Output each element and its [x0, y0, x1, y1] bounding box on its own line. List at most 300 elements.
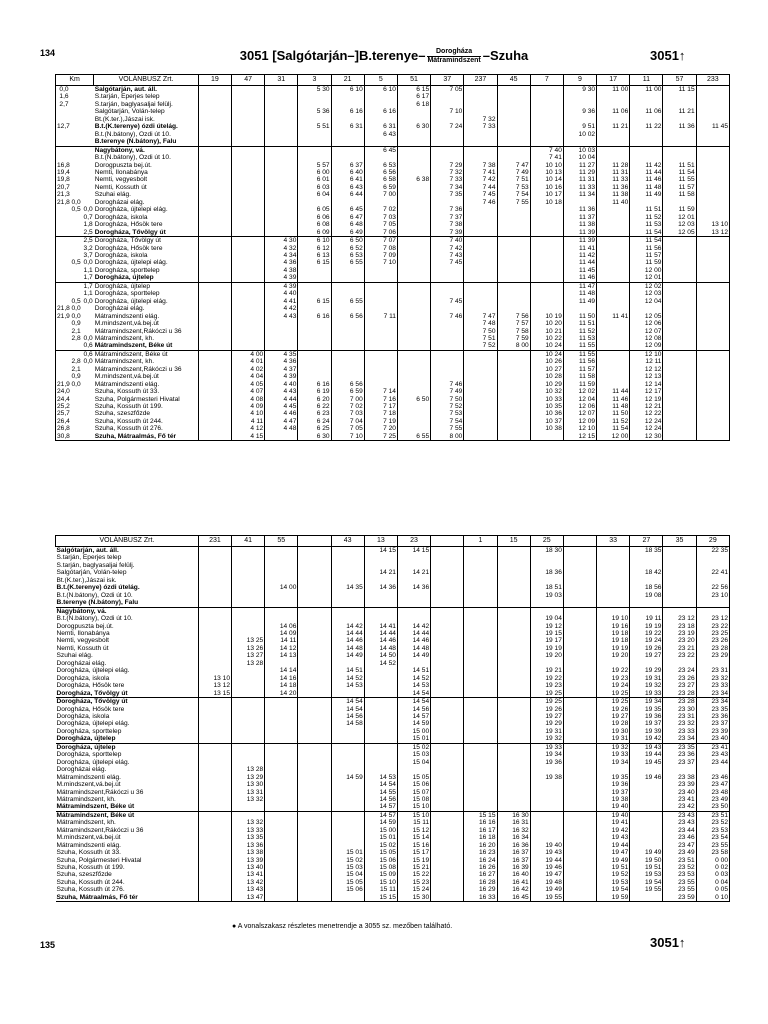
departure-time: 13 25: [232, 637, 265, 644]
departure-time: 7 46: [431, 313, 464, 320]
departure-time: [497, 138, 530, 146]
departure-time: [696, 403, 729, 410]
departure-time: 4 40: [265, 290, 298, 297]
departure-time: [364, 350, 397, 358]
departure-time: [198, 584, 231, 591]
departure-time: [232, 184, 265, 191]
departure-time: 19 44: [597, 842, 630, 849]
departure-time: 23 20: [663, 637, 696, 644]
departure-time: 19 24: [597, 682, 630, 689]
departure-time: 7 50: [464, 328, 497, 335]
departure-time: 19 18: [597, 630, 630, 637]
departure-time: 16 16: [464, 819, 497, 826]
departure-time: [232, 706, 265, 713]
departure-time: 19 47: [597, 849, 630, 856]
table-row: [56, 864, 730, 871]
departure-time: [464, 410, 497, 417]
departure-time: [431, 774, 464, 781]
departure-time: 16 23: [464, 849, 497, 856]
table-code-top: 3051↑: [650, 48, 686, 63]
table-row: [56, 706, 730, 713]
departure-time: 16 26: [464, 864, 497, 871]
departure-time: [431, 623, 464, 630]
departure-time: [397, 320, 430, 327]
departure-time: [298, 599, 331, 607]
km-value: [70, 282, 82, 290]
departure-time: 12 21: [630, 403, 663, 410]
departure-time: 12 09: [630, 342, 663, 350]
train-number: 233: [696, 75, 729, 86]
departure-time: [431, 789, 464, 796]
departure-time: [696, 599, 729, 607]
departure-time: 19 51: [597, 864, 630, 871]
departure-time: [331, 328, 364, 335]
departure-time: [497, 690, 530, 698]
departure-time: [397, 116, 430, 123]
departure-time: [198, 403, 231, 410]
departure-time: [265, 857, 298, 864]
table-row: [56, 229, 730, 237]
departure-time: [663, 335, 696, 342]
departure-time: [265, 86, 298, 94]
departure-time: 6 56: [364, 169, 397, 176]
km-value: 2,1: [71, 327, 81, 335]
departure-time: [464, 667, 497, 674]
departure-time: [497, 713, 530, 720]
departure-time: 23 46: [696, 774, 729, 781]
departure-time: 19 43: [630, 743, 663, 751]
departure-time: [198, 86, 231, 94]
departure-time: [630, 577, 663, 584]
departure-time: [364, 690, 397, 698]
departure-time: [232, 245, 265, 252]
departure-time: [464, 569, 497, 576]
departure-time: 14 54: [397, 690, 430, 698]
departure-time: [563, 116, 596, 123]
departure-time: [663, 396, 696, 403]
departure-time: 6 05: [298, 206, 331, 213]
departure-time: 6 58: [364, 176, 397, 183]
departure-time: 14 44: [331, 630, 364, 637]
km-value: [82, 131, 94, 138]
departure-time: [265, 335, 298, 342]
departure-time: [497, 547, 530, 555]
departure-time: 11 48: [597, 403, 630, 410]
departure-time: [198, 335, 231, 342]
departure-time: [198, 607, 231, 615]
departure-time: 7 10: [431, 108, 464, 115]
departure-time: 7 02: [364, 206, 397, 213]
departure-time: [198, 554, 231, 561]
departure-time: [431, 720, 464, 727]
departure-time: [265, 123, 298, 130]
departure-time: [232, 162, 265, 169]
departure-time: [497, 146, 530, 154]
stop-name: Nemti, Kossuth út: [56, 645, 199, 652]
departure-time: [630, 781, 663, 788]
km-value: 1,1: [83, 290, 93, 298]
departure-time: [497, 282, 530, 290]
train-number: 47: [232, 75, 265, 86]
departure-time: 12 04: [630, 298, 663, 305]
departure-time: [431, 827, 464, 834]
departure-time: [563, 630, 596, 637]
departure-time: [198, 735, 231, 743]
departure-time: [431, 138, 464, 146]
departure-time: [663, 425, 696, 432]
departure-time: 7 32: [431, 169, 464, 176]
departure-time: 13 12: [198, 682, 231, 689]
departure-time: [298, 743, 331, 751]
departure-time: [198, 713, 231, 720]
departure-time: 19 50: [630, 857, 663, 864]
table-row: [56, 86, 730, 94]
page-number-top: 134: [40, 48, 56, 58]
departure-time: [397, 592, 430, 599]
departure-time: 4 38: [265, 267, 298, 274]
departure-time: 4 10: [232, 410, 265, 417]
departure-time: [597, 252, 630, 259]
stop-name: B.t.(N.bátony), Ózdi út 10.: [56, 592, 199, 599]
km-value: [82, 305, 94, 312]
departure-time: [265, 849, 298, 856]
departure-time: 11 55: [563, 350, 596, 358]
stop-name: B.terenye (N.bátony), Falu: [56, 599, 199, 607]
departure-time: [563, 592, 596, 599]
departure-time: 15 02: [397, 743, 430, 751]
departure-time: 6 31: [364, 123, 397, 130]
departure-time: [696, 86, 729, 94]
departure-time: [298, 660, 331, 667]
departure-time: 15 17: [397, 849, 430, 856]
departure-time: [298, 796, 331, 803]
departure-time: [198, 743, 231, 751]
table-row: [56, 584, 730, 591]
departure-time: [364, 698, 397, 706]
departure-time: [298, 652, 331, 659]
departure-time: 19 49: [630, 849, 663, 856]
table-row: [56, 599, 730, 607]
km-value: 21,9: [57, 380, 70, 388]
departure-time: [563, 827, 596, 834]
departure-time: 13 10: [696, 221, 729, 228]
departure-time: [563, 871, 596, 878]
km-value: 24,4: [57, 395, 70, 403]
departure-time: [464, 781, 497, 788]
departure-time: [265, 101, 298, 108]
departure-time: [397, 108, 430, 115]
stop-name: S.tarján, baglyasaljai felülj.: [94, 101, 199, 108]
departure-time: [265, 320, 298, 327]
departure-time: [265, 660, 298, 667]
departure-time: [530, 554, 563, 561]
departure-time: [364, 116, 397, 123]
km-value: [70, 191, 82, 198]
km-value: 26,8: [57, 425, 70, 433]
departure-time: 19 08: [630, 592, 663, 599]
departure-time: [630, 842, 663, 849]
departure-time: 14 35: [331, 584, 364, 591]
departure-time: 7 32: [464, 116, 497, 123]
departure-time: [198, 569, 231, 576]
departure-time: [696, 320, 729, 327]
departure-time: [265, 138, 298, 146]
departure-time: [331, 93, 364, 100]
departure-time: [497, 154, 530, 161]
departure-time: 13 33: [232, 827, 265, 834]
departure-time: 23 35: [696, 706, 729, 713]
departure-time: 23 42: [663, 803, 696, 811]
departure-time: [663, 131, 696, 138]
departure-time: [198, 154, 231, 161]
departure-time: 8 00: [431, 433, 464, 441]
departure-time: 11 50: [563, 313, 596, 320]
departure-time: [298, 864, 331, 871]
departure-time: 23 36: [696, 713, 729, 720]
departure-time: [331, 320, 364, 327]
departure-time: 16 37: [497, 857, 530, 864]
departure-time: [497, 592, 530, 599]
departure-time: 11 41: [597, 313, 630, 320]
departure-time: [265, 146, 298, 154]
departure-time: [198, 894, 231, 902]
departure-time: [431, 857, 464, 864]
departure-time: [630, 154, 663, 161]
stop-name: Dorogháza, sporttelep: [94, 267, 199, 274]
km-value: 0,0: [71, 305, 81, 313]
departure-time: [563, 766, 596, 773]
departure-time: [530, 766, 563, 773]
departure-time: [597, 547, 630, 555]
departure-time: [464, 592, 497, 599]
departure-time: [530, 562, 563, 569]
departure-time: [530, 298, 563, 305]
departure-time: [364, 675, 397, 682]
departure-time: 0 10: [696, 894, 729, 902]
departure-time: [298, 320, 331, 327]
departure-time: [265, 796, 298, 803]
departure-time: [464, 577, 497, 584]
departure-time: [464, 418, 497, 425]
departure-time: [530, 781, 563, 788]
departure-time: [563, 615, 596, 622]
stop-name: Mátramindszenti elág.: [56, 774, 199, 781]
departure-time: [663, 116, 696, 123]
direction-up-icon: ↑: [678, 48, 686, 63]
departure-time: [497, 366, 530, 373]
departure-time: 6 17: [397, 93, 430, 100]
km-value: [56, 274, 70, 282]
departure-time: 7 09: [364, 252, 397, 259]
departure-time: [232, 675, 265, 682]
departure-time: 11 22: [630, 123, 663, 130]
departure-time: 15 23: [397, 879, 430, 886]
departure-time: [696, 335, 729, 342]
departure-time: 19 26: [530, 706, 563, 713]
departure-time: 7 00: [331, 396, 364, 403]
departure-time: [298, 267, 331, 274]
departure-time: [696, 366, 729, 373]
km-value: [56, 328, 70, 335]
stop-name: Dorogháza, újtelepi elág.: [56, 720, 199, 727]
train-number: 45: [497, 75, 530, 86]
departure-time: [530, 274, 563, 282]
departure-time: 23 44: [696, 759, 729, 766]
departure-time: [497, 206, 530, 213]
departure-time: [497, 123, 530, 130]
stop-name: Mátramindszent,Rákóczi u 36: [56, 789, 199, 796]
operator-header: VOLÁNBUSZ Zrt.: [94, 75, 199, 86]
departure-time: [265, 592, 298, 599]
departure-time: 14 21: [364, 569, 397, 576]
stop-name: Szuha, Kossuth út 33.: [94, 388, 199, 395]
departure-time: 19 25: [530, 698, 563, 706]
stop-name: Nemti, Ilonabánya: [56, 630, 199, 637]
departure-time: [696, 146, 729, 154]
departure-time: 14 44: [397, 630, 430, 637]
table-row: [56, 108, 730, 115]
departure-time: [198, 660, 231, 667]
departure-time: [331, 562, 364, 569]
km-value: [70, 267, 82, 274]
km-value: 2,5: [83, 228, 93, 236]
departure-time: 12 30: [630, 433, 663, 441]
departure-time: [597, 229, 630, 237]
departure-time: [364, 282, 397, 290]
km-value: 24,0: [57, 388, 70, 396]
departure-time: [663, 328, 696, 335]
departure-time: 15 00: [397, 728, 430, 735]
departure-time: [530, 789, 563, 796]
departure-time: [431, 607, 464, 615]
stop-name: M.mindszent,vá.bej.út: [94, 320, 199, 327]
departure-time: [364, 305, 397, 312]
table-row: [56, 388, 730, 395]
departure-time: [597, 660, 630, 667]
departure-time: [431, 886, 464, 893]
table-row: [56, 418, 730, 425]
departure-time: [331, 282, 364, 290]
stop-name: Szuha, Kossuth út 199.: [94, 403, 199, 410]
km-value: [56, 131, 70, 138]
departure-time: 7 50: [431, 396, 464, 403]
departure-time: 4 12: [232, 425, 265, 432]
km-value: [82, 86, 94, 94]
departure-time: [364, 373, 397, 380]
departure-time: 4 36: [265, 259, 298, 266]
departure-time: 16 30: [497, 811, 530, 819]
departure-time: [663, 305, 696, 312]
departure-time: 15 16: [397, 842, 430, 849]
departure-time: 11 58: [663, 191, 696, 198]
departure-time: [298, 706, 331, 713]
table-row: [56, 645, 730, 652]
departure-time: [563, 886, 596, 893]
departure-time: [265, 93, 298, 100]
departure-time: [198, 751, 231, 758]
departure-time: [298, 766, 331, 773]
departure-time: [497, 131, 530, 138]
table-row: [56, 191, 730, 198]
departure-time: 7 17: [364, 403, 397, 410]
departure-time: [530, 660, 563, 667]
departure-time: [497, 259, 530, 266]
departure-time: 19 43: [530, 849, 563, 856]
departure-time: [630, 803, 663, 811]
stop-name: Dorogháza, Hősök tere: [94, 245, 199, 252]
departure-time: [232, 690, 265, 698]
departure-time: [232, 131, 265, 138]
departure-time: 6 55: [397, 433, 430, 441]
departure-time: 11 34: [563, 191, 596, 198]
departure-time: [198, 599, 231, 607]
departure-time: [232, 759, 265, 766]
departure-time: 6 59: [331, 388, 364, 395]
km-value: [82, 101, 94, 108]
departure-time: 19 15: [530, 630, 563, 637]
departure-time: [497, 698, 530, 706]
departure-time: [298, 871, 331, 878]
table-row: [56, 759, 730, 766]
km-value: [56, 245, 70, 252]
departure-time: [298, 879, 331, 886]
km-value: [82, 138, 94, 146]
departure-time: [265, 229, 298, 237]
table-row: [56, 547, 730, 555]
departure-time: [232, 335, 265, 342]
table-row: [56, 789, 730, 796]
departure-time: [265, 706, 298, 713]
departure-time: 23 30: [663, 706, 696, 713]
departure-time: 12 00: [630, 267, 663, 274]
departure-time: 6 38: [397, 176, 430, 183]
km-value: [70, 274, 82, 282]
departure-time: [497, 584, 530, 591]
departure-time: [397, 162, 430, 169]
departure-time: 16 40: [497, 871, 530, 878]
departure-time: 7 38: [431, 221, 464, 228]
departure-time: [198, 879, 231, 886]
departure-time: 19 28: [597, 720, 630, 727]
departure-time: 18 56: [630, 584, 663, 591]
departure-time: [563, 690, 596, 698]
departure-time: 7 35: [431, 191, 464, 198]
departure-time: 19 42: [630, 735, 663, 743]
departure-time: [198, 834, 231, 841]
stop-name: Szuha, Kossuth út 244.: [94, 418, 199, 425]
departure-time: 11 49: [630, 191, 663, 198]
departure-time: [331, 335, 364, 342]
train-number: [431, 536, 464, 547]
departure-time: [497, 607, 530, 615]
departure-time: [663, 403, 696, 410]
departure-time: [597, 335, 630, 342]
departure-time: [530, 811, 563, 819]
departure-time: [464, 713, 497, 720]
km-value: 25,7: [57, 410, 70, 418]
departure-time: 19 44: [630, 751, 663, 758]
departure-time: [563, 562, 596, 569]
table-row: [56, 743, 730, 751]
departure-time: 4 35: [265, 350, 298, 358]
departure-time: 19 49: [530, 886, 563, 893]
table-row: [56, 682, 730, 689]
departure-time: 11 28: [597, 162, 630, 169]
departure-time: [663, 313, 696, 320]
departure-time: 14 48: [364, 645, 397, 652]
departure-time: 5 30: [298, 86, 331, 94]
departure-time: 7 10: [331, 433, 364, 441]
